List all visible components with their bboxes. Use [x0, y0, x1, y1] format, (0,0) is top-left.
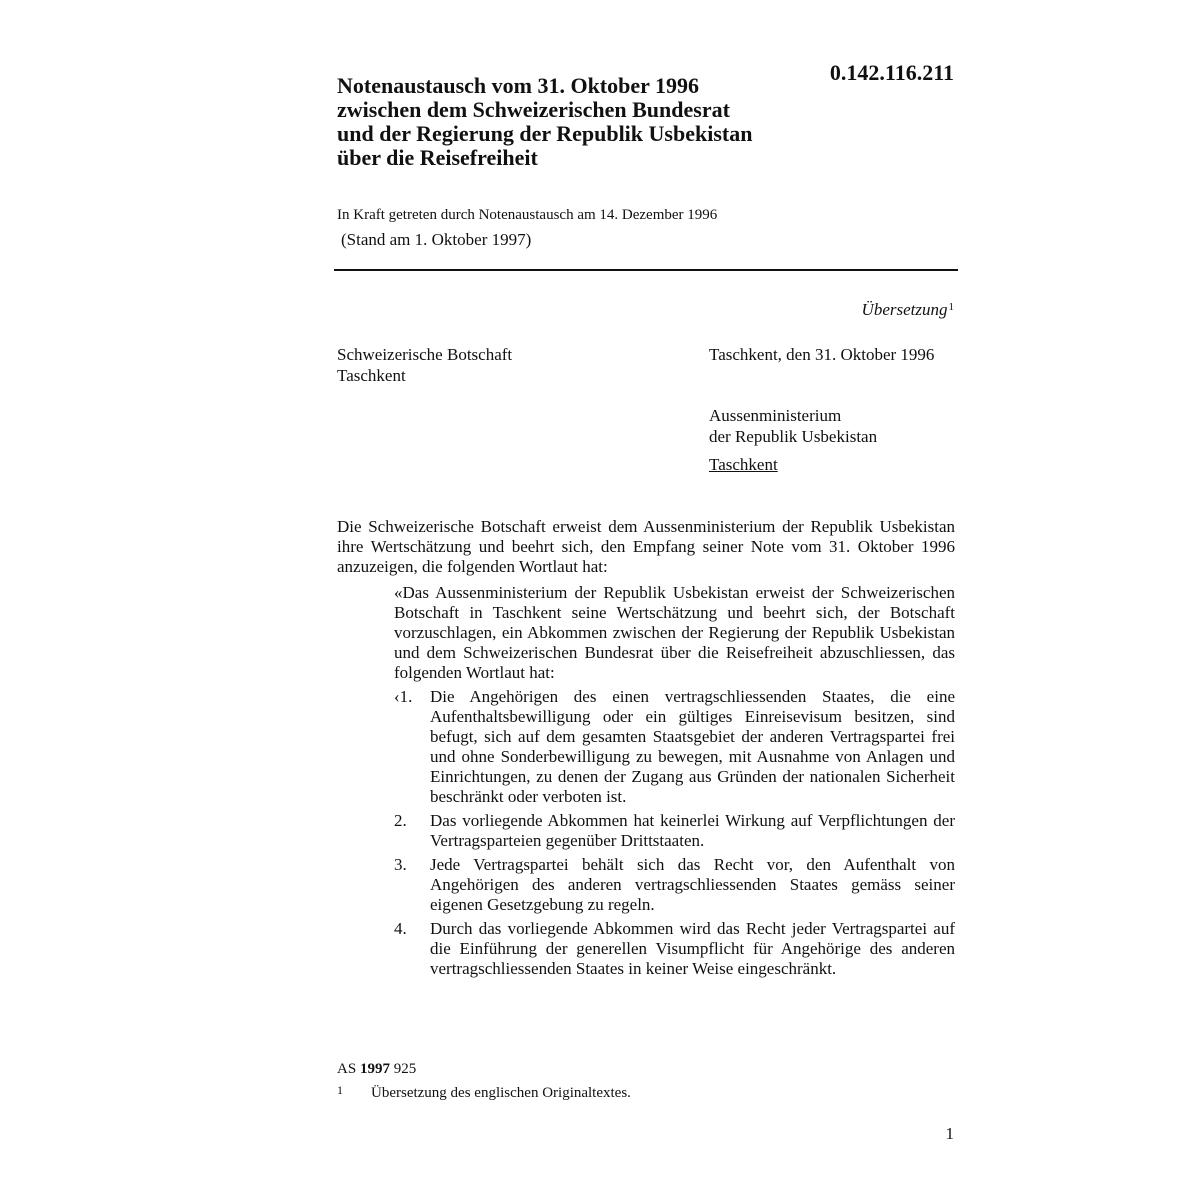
agreement-items	[394, 687, 955, 979]
title-line: zwischen dem Schweizerischen Bundesrat	[337, 97, 730, 122]
item-text: Jede Vertragspartei behält sich das Recht vor, den Aufenthalt von Angehörigen des anderen vertragschliessenden Staates gemäss seiner eigenen Gesetzgebung zu regeln.	[430, 855, 955, 914]
translation-note	[800, 300, 954, 320]
intro-paragraph: Die Schweizerische Botschaft erweist dem Aussenministerium der Republik Usbekistan ihre Wertschätzung und beehrt sich, den Empfang seiner Note vom 31. Oktober 1996 anzuzeigen, die folgenden Wortlaut hat:	[337, 517, 955, 576]
document-title	[337, 74, 807, 170]
page-number: 1	[945, 1124, 954, 1143]
sender-line: Schweizerische Botschaft	[337, 345, 513, 364]
official-collection-reference	[337, 1060, 416, 1078]
footnote-text: Übersetzung des englischen Originaltextes.	[371, 1085, 631, 1101]
recipient-line: der Republik Usbekistan	[709, 427, 878, 446]
item-number: 2.	[394, 811, 407, 830]
list-item	[394, 855, 955, 915]
item-text: Die Angehörigen des einen vertragschliessenden Staates, die eine Aufenthaltsbewilligung oder ein gültiges Einreisevisum besitzen, sind befugt, sich auf dem gesamten Staatsgebiet der anderen Vertragspartei frei und ohne Sonderbewilligung zu bewegen, mit Ausnahme von Anlagen und Einrichtungen, zu denen der Zugang aus Gründen der nationalen Sicherheit beschränkt oder verboten ist.	[430, 687, 955, 806]
recipient-city: Taschkent	[709, 455, 778, 474]
footnote-reference[interactable]: 1	[948, 301, 954, 313]
status-date: (Stand am 1. Oktober 1997)	[341, 230, 532, 249]
item-text: Das vorliegende Abkommen hat keinerlei Wirkung auf Verpflichtungen der Vertragsparteien gegenüber Drittstaaten.	[430, 811, 955, 850]
recipient-block	[709, 405, 877, 475]
item-number: 4.	[394, 919, 407, 938]
item-number: ‹1.	[394, 687, 413, 706]
list-item	[394, 919, 955, 979]
title-line: und der Regierung der Republik Usbekistan	[337, 121, 753, 146]
place-date: Taschkent, den 31. Oktober 1996	[709, 345, 935, 364]
title-line: Notenaustausch vom 31. Oktober 1996	[337, 73, 700, 98]
recipient-line: Aussenministerium	[709, 406, 842, 425]
translation-label: Übersetzung	[861, 300, 948, 319]
sender-block	[337, 344, 512, 386]
title-line: über die Reisefreiheit	[337, 145, 538, 170]
as-page: 925	[393, 1061, 417, 1077]
header-divider	[334, 269, 958, 271]
in-force-note: In Kraft getreten durch Notenaustausch am 14. Dezember 1996	[337, 207, 718, 223]
document-number: 0.142.116.211	[829, 60, 954, 85]
footnote	[337, 1081, 631, 1102]
item-text: Durch das vorliegende Abkommen wird das Recht jeder Vertragspartei auf die Einführung der generellen Visumpflicht für Angehörige des anderen vertragschliessenden Staates in keiner Weise eingeschränkt.	[430, 919, 955, 978]
list-item	[394, 811, 955, 851]
as-year: 1997	[359, 1061, 390, 1077]
quoted-note-intro: «Das Aussenministerium der Republik Usbekistan erweist der Schweizerischen Botschaft in Taschkent seine Wertschätzung und beehrt sich, der Botschaft vorzuschlagen, ein Abkommen zwischen der Regierung der Republik Usbekistan und dem Schweizerischen Bundesrat über die Reisefreiheit abzuschliessen, das folgenden Wortlaut hat:	[394, 583, 955, 682]
item-number: 3.	[394, 855, 407, 874]
footnote-mark: 1	[337, 1083, 343, 1097]
list-item	[394, 687, 955, 807]
as-prefix: AS	[337, 1061, 357, 1077]
sender-line: Taschkent	[337, 366, 406, 385]
letter-body	[337, 517, 955, 983]
